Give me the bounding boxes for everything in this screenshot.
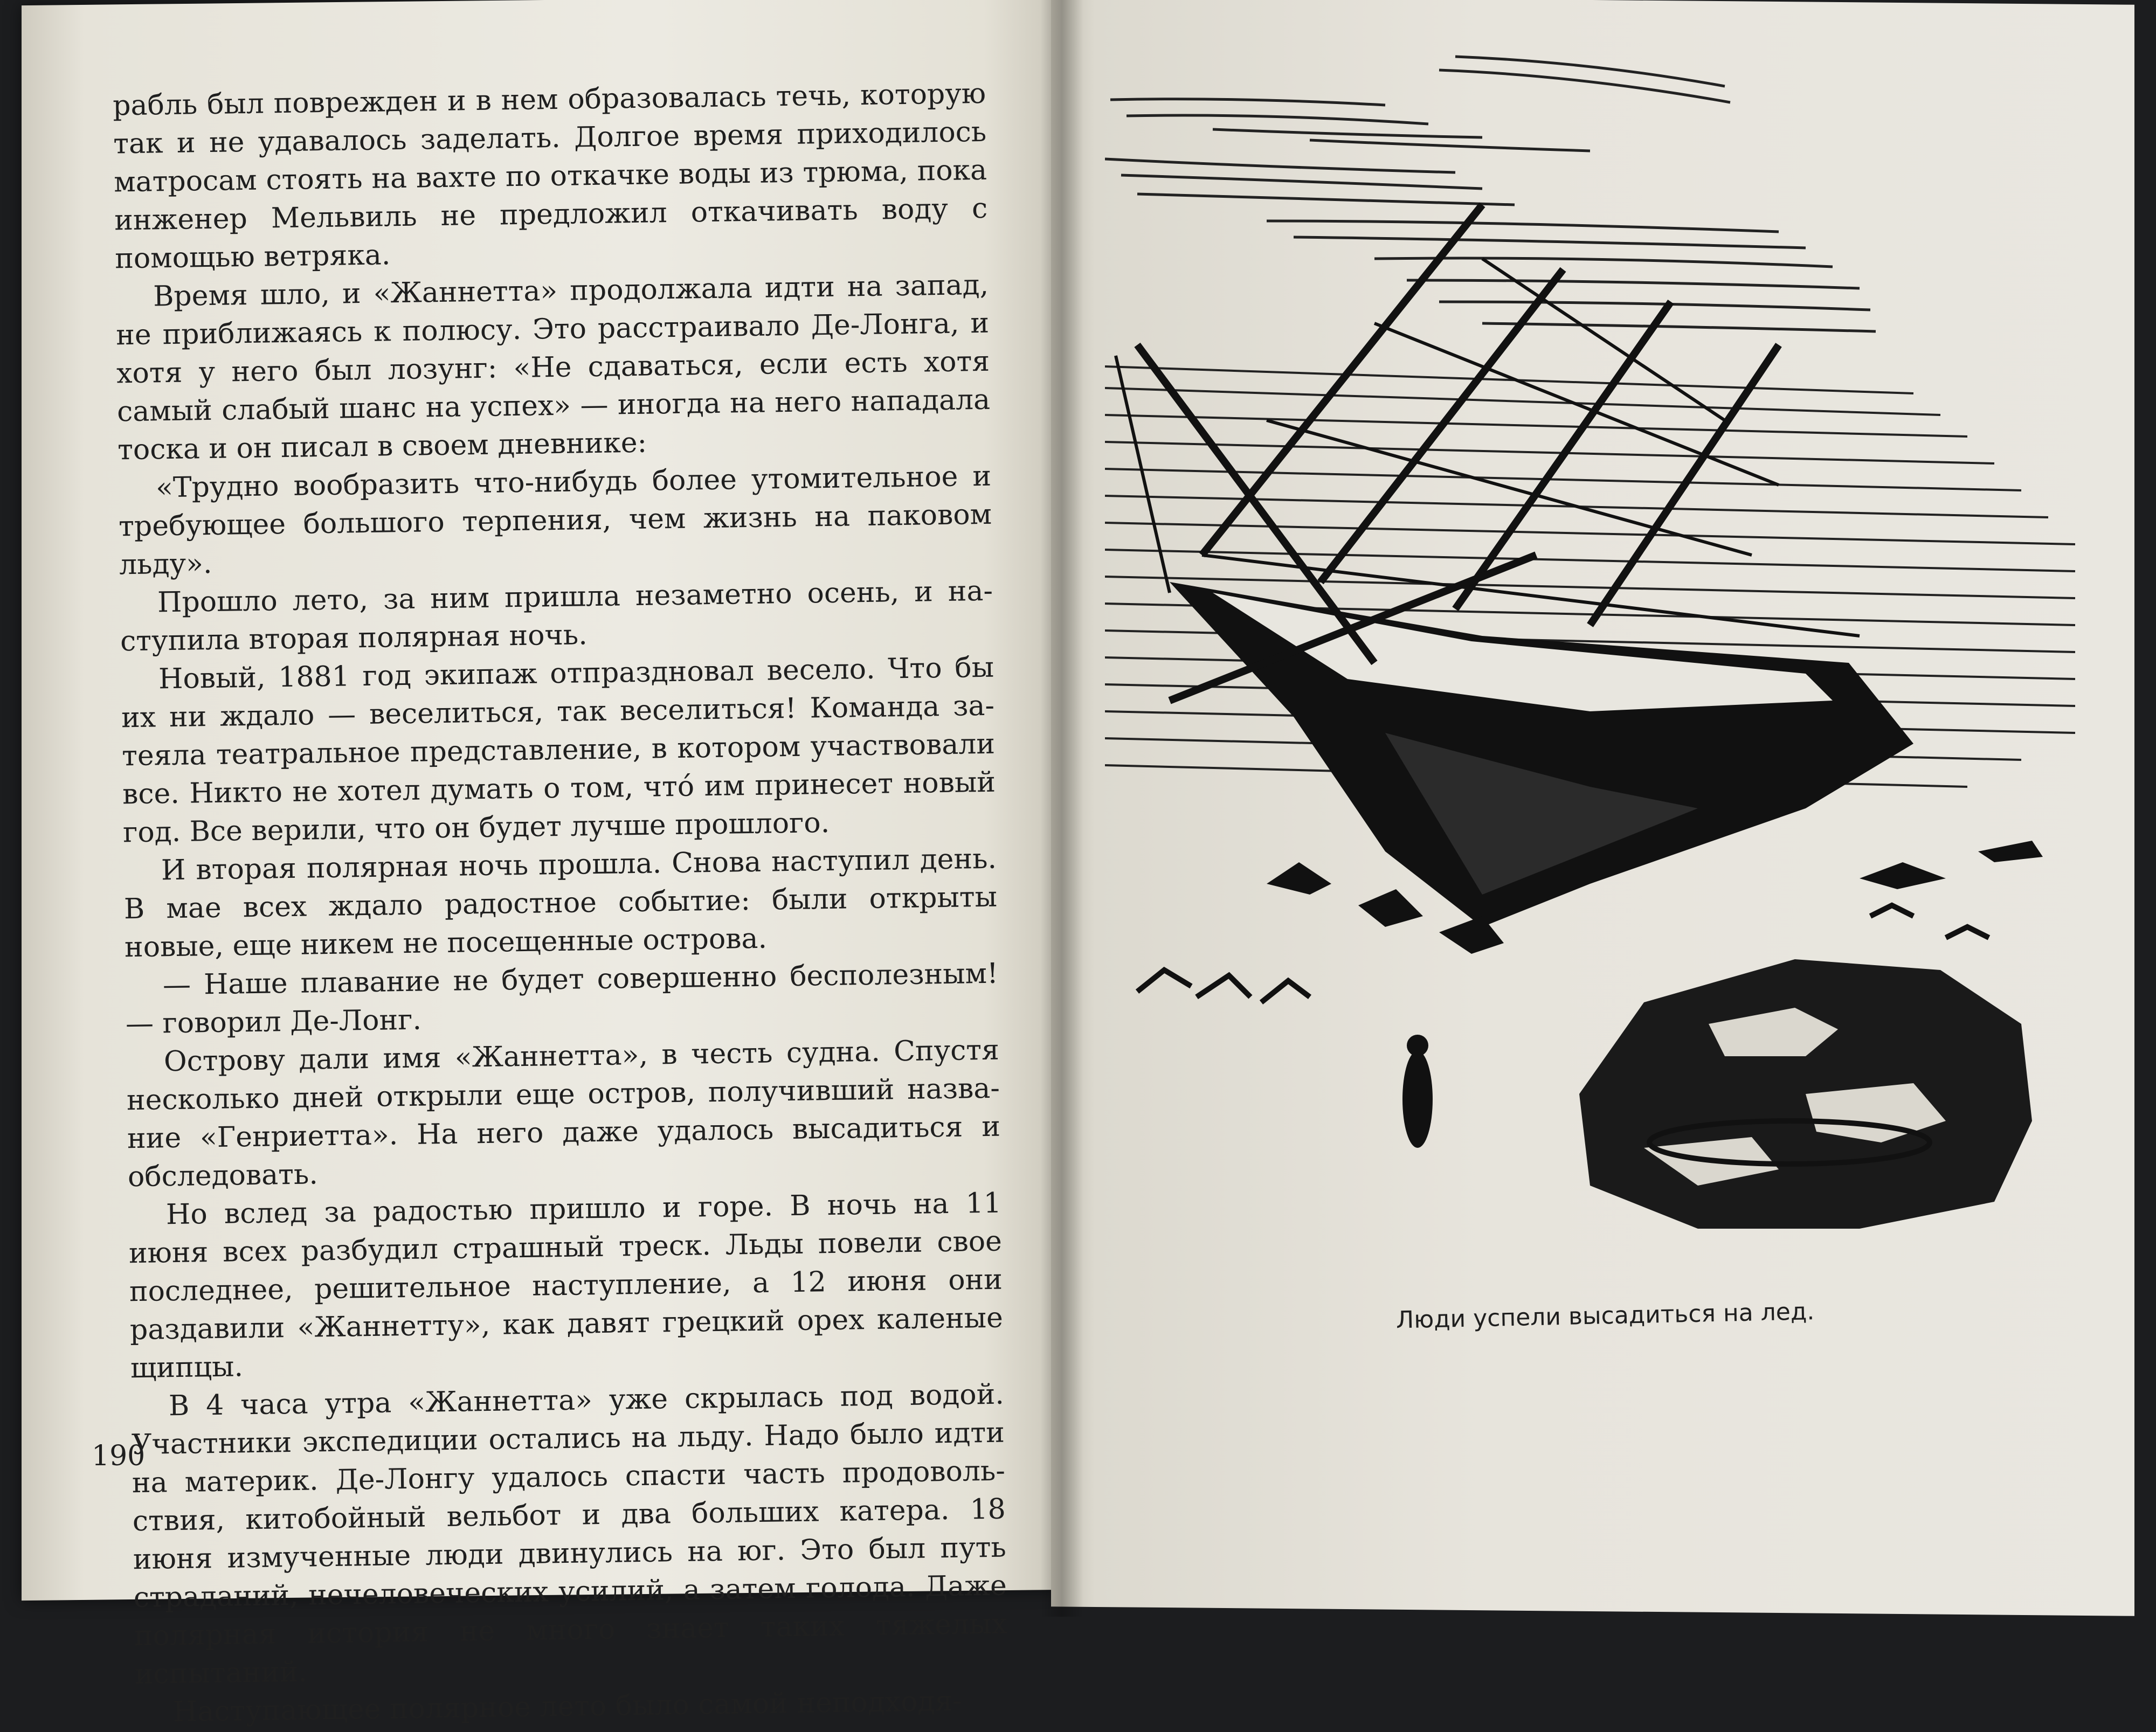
page-number: 190 — [92, 1440, 146, 1472]
ship-in-ice-illustration — [1105, 43, 2102, 1261]
paragraph: И вторая полярная ночь прошла. Снова наступил день. В мае всех ждало радостное событие: были открыты новые, еще никем не посещенные острова. — [123, 842, 998, 964]
book-gutter — [1040, 0, 1083, 1617]
illustration-caption: Люди успели высадиться на лед. — [1395, 1298, 1815, 1334]
paragraph: Время шло, и «Жаннетта» продолжала идти на запад, не приближаясь к полюсу. Это расстраивало Де-Лонга, и хотя у него был лозунг: «Не сдаваться, если есть хотя самый слабый шанс на успех» — иногда на него нападала тоска и он писал в своем дневнике: — [115, 268, 991, 467]
paragraph: Прошло лето, за ним пришла незаметно осень, и наступила вторая полярная ночь. — [120, 574, 993, 658]
left-page-text — [113, 75, 1008, 1732]
crew-on-ice — [1402, 959, 2032, 1229]
paragraph: Но вслед за радостью пришло и горе. В ночь на 11 июня всех разбудил страшный треск. Льды повели свое последнее, решительное наступление, а 12 июня они раздавили «Жаннетту», как давят грецкий орех каленые щипцы. — [128, 1187, 1004, 1385]
paragraph: Наступающее полярное лето было самой неподходя- — [172, 1685, 963, 1729]
paragraph: «Трудно вообразить что-нибудь более утомительное и требующее большого терпения, чем жизнь на паковом льду». — [118, 460, 992, 581]
sky-hatching — [1105, 57, 1876, 331]
paragraph: — Наше плавание не будет совершенно бесполезным! — говорил Де-Лонг. — [125, 957, 999, 1041]
paragraph: В 4 часа утра «Жаннетта» уже скрылась под водой. Участники экспедиции остались на льду. Надо было идти на материк. Де-Лонгу удалось спасти часть продовольствия, китобойный вельбот и два больших катера. 18 июня измученные люди двинулись на юг. Это был путь страданий, нечеловеческих усилий, а затем голода. Даже полярная история не много знает таких тяжелых испытаний. — [131, 1378, 1008, 1691]
paragraph: Острову дали имя «Жаннетта», в честь судна. Спустя несколько дней открыли еще остров, получивший название «Генриетта». На него даже удалось высадиться и обследовать. — [126, 1034, 1001, 1194]
paragraph: рабль был поврежден и в нем образовалась течь, которую так и не удавалось заделать. Долгое время приходилось матросам стоять на вахте по откачке воды из трюма, пока инженер Мельвиль не предложил откачивать воду с помощью ветряка. — [112, 77, 988, 275]
paragraph: Новый, 1881 год экипаж отпраздновал весело. Что бы их ни ждало — веселиться, так веселиться! Команда затеяла театральное представление, в котором участвовали все. Никто не хотел думать о том, что́ им принесет новый год. Все верили, что он будет лучше прошлого. — [121, 651, 996, 849]
